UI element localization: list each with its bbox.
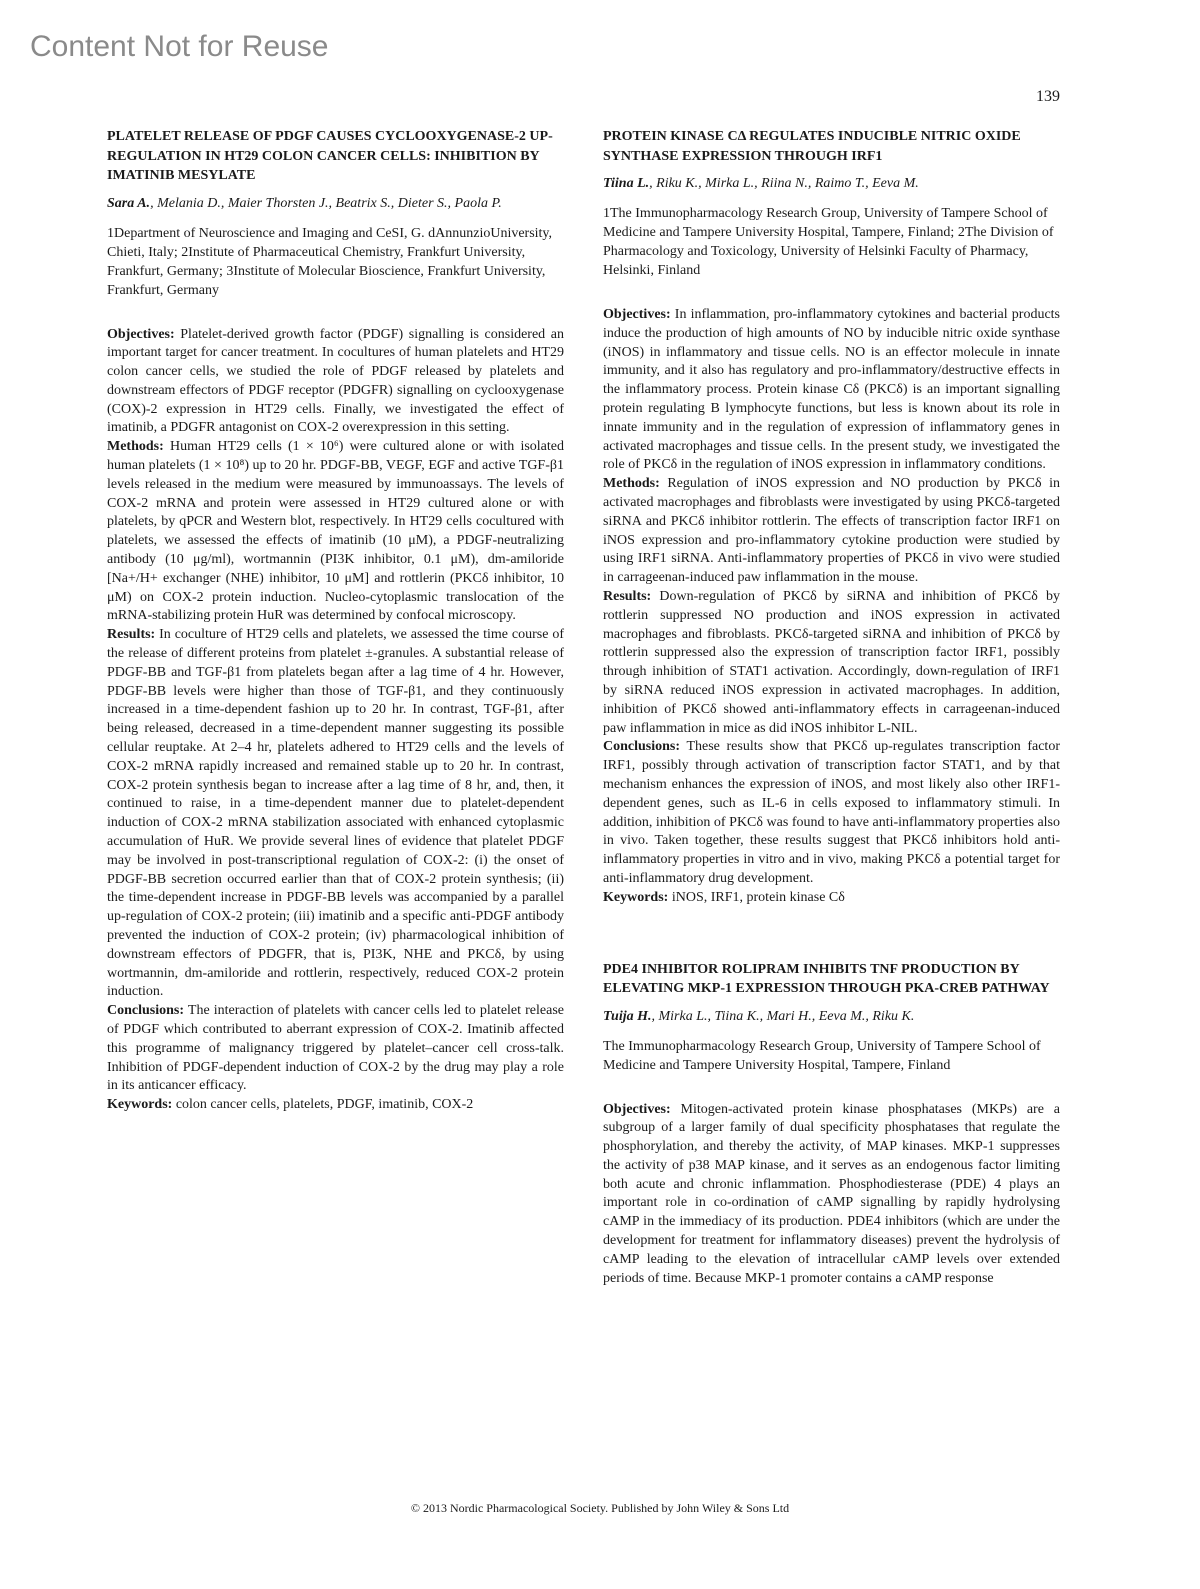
affiliation: The Immunopharmacology Research Group, University of Tampere School of Medicine and Tampere University Hospital, Tampere, Finland xyxy=(603,1038,1041,1073)
right-column xyxy=(603,127,1060,1288)
keywords-text: colon cancer cells, platelets, PDGF, imatinib, COX-2 xyxy=(175,1097,474,1113)
keywords-text: iNOS, IRF1, protein kinase Cδ xyxy=(671,889,845,905)
author-list xyxy=(603,1007,1060,1027)
keywords-label: Keywords: xyxy=(603,889,669,905)
presenting-author: Tiina L. xyxy=(603,176,650,191)
methods-label: Methods: xyxy=(603,476,660,492)
conclusions-text: These results show that PKCδ up-regulates transcription factor IRF1, possibly through activation of transcription factor STAT1, and by that mechanism enhances the expression of iNOS, and most likely also other IRF1-dependent genes, such as IL-6 in cells exposed to inflammatory stimuli. In addition, inhibition of PKCδ was found to have anti-inflammatory properties also in vivo. Taken together, these results suggest that PKCδ inhibitors hold anti-inflammatory properties in vitro and in vivo, making PKCδ a potential target for anti-inflammatory drug development. xyxy=(603,739,1060,886)
objectives-label: Objectives: xyxy=(603,1101,671,1117)
methods-text: Regulation of iNOS expression and NO production by PKCδ in activated macrophages and fibroblasts were investigated by using PKCδ-targeted siRNA and PKCδ inhibitor rottlerin. The effects of transcription factor IRF1 on iNOS expression and pro-inflammatory cytokine production were studied by using IRF1 siRNA. Anti-inflammatory properties of PKCδ in vivo were studied in carrageenan-induced paw inflammation in the mouse. xyxy=(603,476,1061,586)
results-section xyxy=(107,626,564,1002)
co-authors: , Melania D., Maier Thorsten J., Beatrix S., Dieter S., Paola P. xyxy=(150,195,502,211)
results-text: Down-regulation of PKCδ by siRNA and inhibition of PKCδ by rottlerin suppressed NO production and iNOS expression in activated macrophages and fibroblasts. PKCδ-targeted siRNA and inhibition of PKCδ by rottlerin suppressed also the expression of transcription factor IRF1, possibly through inhibition of STAT1 activation. Accordingly, down-regulation of IRF1 by siRNA reduced iNOS expression in activated macrophages. In addition, inhibition of PKCδ showed anti-inflammatory effects in carrageenan-induced paw inflammation in mice as did iNOS inhibitor L-NIL. xyxy=(603,588,1060,736)
author-list xyxy=(603,174,1060,194)
results-label: Results: xyxy=(107,627,156,643)
conclusions-text: The interaction of platelets with cancer cells led to platelet release of PDGF which contributed to aberrant expression of COX-2. Imatinib affected this programme of malignancy triggered by platelet–cancer cell cross-talk. Inhibition of PDGF-dependent induction of COX-2 by the drug may play a role in its anticancer efficacy. xyxy=(107,1003,564,1094)
objectives-label: Objectives: xyxy=(107,326,175,342)
objectives-label: Objectives: xyxy=(603,307,671,322)
co-authors: , Riku K., Mirka L., Riina N., Raimo T., Eeva M. xyxy=(649,176,919,191)
methods-section xyxy=(603,475,1060,588)
results-label: Results: xyxy=(603,588,652,604)
results-text: In coculture of HT29 cells and platelets, we assessed the time course of the release of different proteins from platelet ±-granules. A substantial release of PDGF-BB and TGF-β1 from platelets began after a lag time of 4 hr. However, PDGF-BB levels were higher than those of TGF-β1, and they continuously increased in a time-dependent fashion up to 20 hr. In contrast, TGF-β1, after being released, decreased in a time-dependent manner suggesting its possible cellular reuptake. At 2–4 hr, platelets adhered to HT29 cells and the levels of COX-2 mRNA rapidly increased and remained stable up to 20 hr. In contrast, COX-2 protein synthesis began to increase after a lag time of 8 hr, and, then, it continued to raise, in a time-dependent manner due to platelet-dependent induction of COX-2 mRNA stabilization associated with enhanced cytoplasmic accumulation of HuR. We provide several lines of evidence that platelet PDGF may be involved in post-transcriptional regulation of COX-2: (i) the onset of PDGF-BB secretion occurred earlier than that of COX-2 protein synthesis; (ii) the time-dependent increase in PDGF-BB levels was accompanied by a parallel up-regulation of COX-2 protein; (iii) imatinib and a specific anti-PDGF antibody prevented the induction of COX-2 protein; (iv) pharmacological inhibition of downstream effectors of PDGFR, that is, PI3K, NHE and PKCδ, by using wortmannin, dm-amiloride and rottlerin, respectively, reduced COX-2 protein induction. xyxy=(107,627,564,1000)
conclusions-section xyxy=(603,738,1060,888)
conclusions-section xyxy=(107,1002,564,1096)
objectives-section xyxy=(603,1101,1060,1289)
objectives-text: Platelet-derived growth factor (PDGF) signalling is considered an important target for cancer treatment. In cocultures of human platelets and HT29 colon cancer cells, we studied the role of PDGF released by platelets and downstream effectors of PDGF receptor (PDGFR) signalling on cyclooxygenase (COX)-2 expression in HT29 cells. Finally, we investigated the effect of imatinib, a PDGFR antagonist on COX-2 overexpression in this setting. xyxy=(107,326,564,436)
objectives-text: In inflammation, pro-inflammatory cytokines and bacterial products induce the production of high amounts of NO by inducible nitric oxide synthase (iNOS) in inflammatory and tissue cells. NO is an effector molecule in innate immunity, and it also has regulatory and pro-inflammatory/destructive effects in the inflammatory process. Protein kinase Cδ (PKCδ) is an important signalling protein regulating B lymphocyte functions, but less is known about its role in innate immunity and in the regulation of expression of inflammatory genes in activated macrophages and tissue cells. In the present study, we investigated the role of PKCδ in the regulation of iNOS expression in inflammatory conditions. xyxy=(603,307,1060,473)
methods-section xyxy=(107,438,564,626)
objectives-section xyxy=(107,326,564,439)
page-number: 139 xyxy=(1036,88,1060,105)
keywords-section xyxy=(107,1096,564,1115)
methods-text: Human HT29 cells (1 × 10⁶) were cultured alone or with isolated human platelets (1 × 10⁸) up to 20 hr. PDGF-BB, VEGF, EGF and active TGF-β1 levels released in the medium were measured by immunoassays. The levels of COX-2 mRNA and protein were assessed in HT29 cultured alone or with platelets, by qPCR and Western blot, respectively. In HT29 cells cocultured with platelets, we assessed the effects of imatinib (10 μM), a PDGF-neutralizing antibody (10 μg/ml), wortmannin (PI3K inhibitor, 0.1 μM), dm-amiloride [Na+/H+ exchanger (NHE) inhibitor, 10 μM] and rottlerin (PKCδ inhibitor, 10 μM) on COX-2 protein induction. Nucleo-cytoplasmic translocation of the mRNA-stabilizing protein HuR was determined by confocal microscopy. xyxy=(107,439,565,624)
affiliation: 1The Immunopharmacology Research Group, University of Tampere School of Medicine and Tampere University Hospital, Tampere, Finland; 2The Division of Pharmacology and Toxicology, University of Helsinki Faculty of Pharmacy, Helsinki, Finland xyxy=(603,206,1054,278)
objectives-text: Mitogen-activated protein kinase phosphatases (MKPs) are a subgroup of a larger family of dual specificity phosphatases that regulate the phosphorylation, and thereby the activity, of MAP kinases. MKP-1 suppresses the activity of p38 MAP kinase, and it serves as an endogenous factor limiting both acute and chronic inflammation. Phosphodiesterase (PDE) 4 plays an important role in co-ordination of cAMP signalling by rapidly hydrolysing cAMP in the immediacy of its production. PDE4 inhibitors (which are under the development for treatment for inflammatory diseases) prevent the hydrolysis of cAMP leading to the elevation of intracellular cAMP levels over extended periods of time. Because MKP-1 promoter contains a cAMP response xyxy=(603,1101,1060,1286)
abstract-title: PLATELET RELEASE OF PDGF CAUSES CYCLOOXYGENASE-2 UP-REGULATION IN HT29 COLON CANCER CELLS: INHIBITION BY IMATINIB MESYLATE xyxy=(107,129,553,183)
presenting-author: Tuija H. xyxy=(603,1008,652,1024)
presenting-author: Sara A. xyxy=(107,195,151,211)
objectives-section xyxy=(603,306,1060,475)
results-section xyxy=(603,588,1060,738)
methods-label: Methods: xyxy=(107,439,164,455)
watermark: Content Not for Reuse xyxy=(30,30,329,63)
conclusions-label: Conclusions: xyxy=(603,739,681,755)
copyright-footer: © 2013 Nordic Pharmacological Society. Published by John Wiley & Sons Ltd xyxy=(410,1501,790,1515)
affiliation: 1Department of Neuroscience and Imaging and CeSI, G. dAnnunzioUniversity, Chieti, Italy; 2Institute of Pharmaceutical Chemistry, Frankfurt University, Frankfurt, Germany; 3Institute of Molecular Bioscience, Frankfurt University, Frankfurt, Germany xyxy=(107,225,553,298)
keywords-label: Keywords: xyxy=(107,1097,173,1113)
abstract-title: PDE4 INHIBITOR ROLIPRAM INHIBITS TNF PRODUCTION BY ELEVATING MKP-1 EXPRESSION THROUGH PKA-CREB PATHWAY xyxy=(603,961,1050,996)
abstract-title: PROTEIN KINASE CΔ REGULATES INDUCIBLE NITRIC OXIDE SYNTHASE EXPRESSION THROUGH IRF1 xyxy=(603,129,1021,164)
co-authors: , Mirka L., Tiina K., Mari H., Eeva M., Riku K. xyxy=(651,1008,915,1024)
conclusions-label: Conclusions: xyxy=(107,1003,185,1019)
author-list xyxy=(107,194,564,214)
left-column xyxy=(107,127,564,1115)
keywords-section xyxy=(603,889,1060,908)
